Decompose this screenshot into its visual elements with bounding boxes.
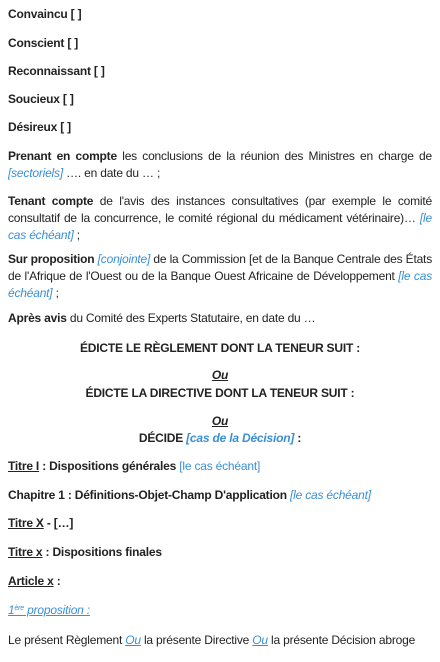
sur-tail: ; [52, 286, 59, 300]
edicte-reglement-heading: ÉDICTE LE RÈGLEMENT DONT LA TENEUR SUIT : [79, 341, 361, 355]
decide-heading [8, 430, 432, 447]
titre-1-text: : Dispositions générales [39, 459, 180, 473]
final-text-1: Le présent Règlement [8, 633, 126, 647]
sur-tag-conjointe: [conjointe] [97, 252, 151, 266]
tenant-tail: ; [73, 228, 80, 242]
sur-paragraph [8, 251, 432, 302]
decide-label: DÉCIDE [138, 431, 187, 445]
ou-text-2: Ou [211, 414, 229, 428]
ou-text-1: Ou [211, 368, 229, 382]
titre-x-line [8, 515, 432, 532]
titre-1-tag: [le cas échéant] [179, 459, 261, 473]
final-ou-2: Ou [252, 633, 268, 647]
tenant-paragraph [8, 193, 432, 244]
article-line [8, 573, 432, 590]
titre-1-label: Titre I [8, 459, 40, 473]
apres-lead: Après avis [8, 311, 67, 325]
chapitre-1-tag: [le cas échéant] [290, 488, 371, 502]
final-ou-1: Ou [125, 633, 141, 647]
decide-tag: [cas de la Décision] [186, 431, 295, 445]
prenant-tail: …. en date du … ; [62, 166, 161, 180]
prenant-lead: Prenant en compte [8, 149, 117, 163]
convaincu-line: Convaincu [ ] [8, 7, 82, 21]
titre-x-label: Titre X [8, 516, 44, 530]
article-text: : [53, 574, 61, 588]
decide-tail: : [294, 431, 302, 445]
proposition-heading [8, 603, 90, 617]
ou-separator-2 [8, 413, 432, 430]
final-text-3: la présente Décision abroge [267, 633, 416, 647]
titre-x-final-line [8, 544, 432, 561]
tenant-tag: [le cas échéant] [8, 211, 432, 242]
sur-tag-cas: [le cas échéant] [8, 269, 432, 300]
conscient-line: Conscient [ ] [8, 36, 79, 50]
soucieux-line: Soucieux [ ] [8, 92, 74, 106]
apres-paragraph [8, 310, 432, 327]
reconnaissant-line: Reconnaissant [ ] [8, 64, 105, 78]
sur-text: de la Commission [et de la Banque Centrale des États de l'Afrique de l'Ouest ou de la Banque Ouest Africaine de Développement [8, 252, 432, 283]
prenant-text: les conclusions de la réunion des Ministres en charge de [116, 149, 432, 163]
final-text-2: la présente Directive [140, 633, 253, 647]
apres-text: du Comité des Experts Statutaire, en date du … [66, 311, 316, 325]
prenant-tag: [sectoriels] [8, 166, 63, 180]
proposition-sup: ère [14, 605, 25, 612]
titre-x-final-label: Titre x [8, 545, 43, 559]
proposition-line [8, 602, 432, 619]
chapitre-1-line [8, 487, 432, 504]
titre-1-line [8, 458, 432, 475]
article-label: Article x [8, 574, 54, 588]
prenant-paragraph [8, 148, 432, 182]
tenant-lead: Tenant compte [8, 194, 94, 208]
edicte-directive-heading: ÉDICTE LA DIRECTIVE DONT LA TENEUR SUIT : [85, 386, 355, 400]
titre-x-final-text: : Dispositions finales [42, 545, 162, 559]
final-sentence [8, 632, 432, 649]
ou-separator-1 [8, 367, 432, 384]
chapitre-1-text: Chapitre 1 : Définitions-Objet-Champ D'application [8, 488, 291, 502]
sur-lead: Sur proposition [8, 252, 95, 266]
tenant-text: de l'avis des instances consultatives (par exemple le comité consultatif de la concurrence, le comité régional du médicament vétérinaire)… [8, 194, 432, 225]
proposition-text: proposition : [24, 603, 90, 617]
proposition-num: 1 [8, 603, 15, 617]
desireux-line: Désireux [ ] [8, 120, 71, 134]
titre-x-text: - […] [43, 516, 74, 530]
